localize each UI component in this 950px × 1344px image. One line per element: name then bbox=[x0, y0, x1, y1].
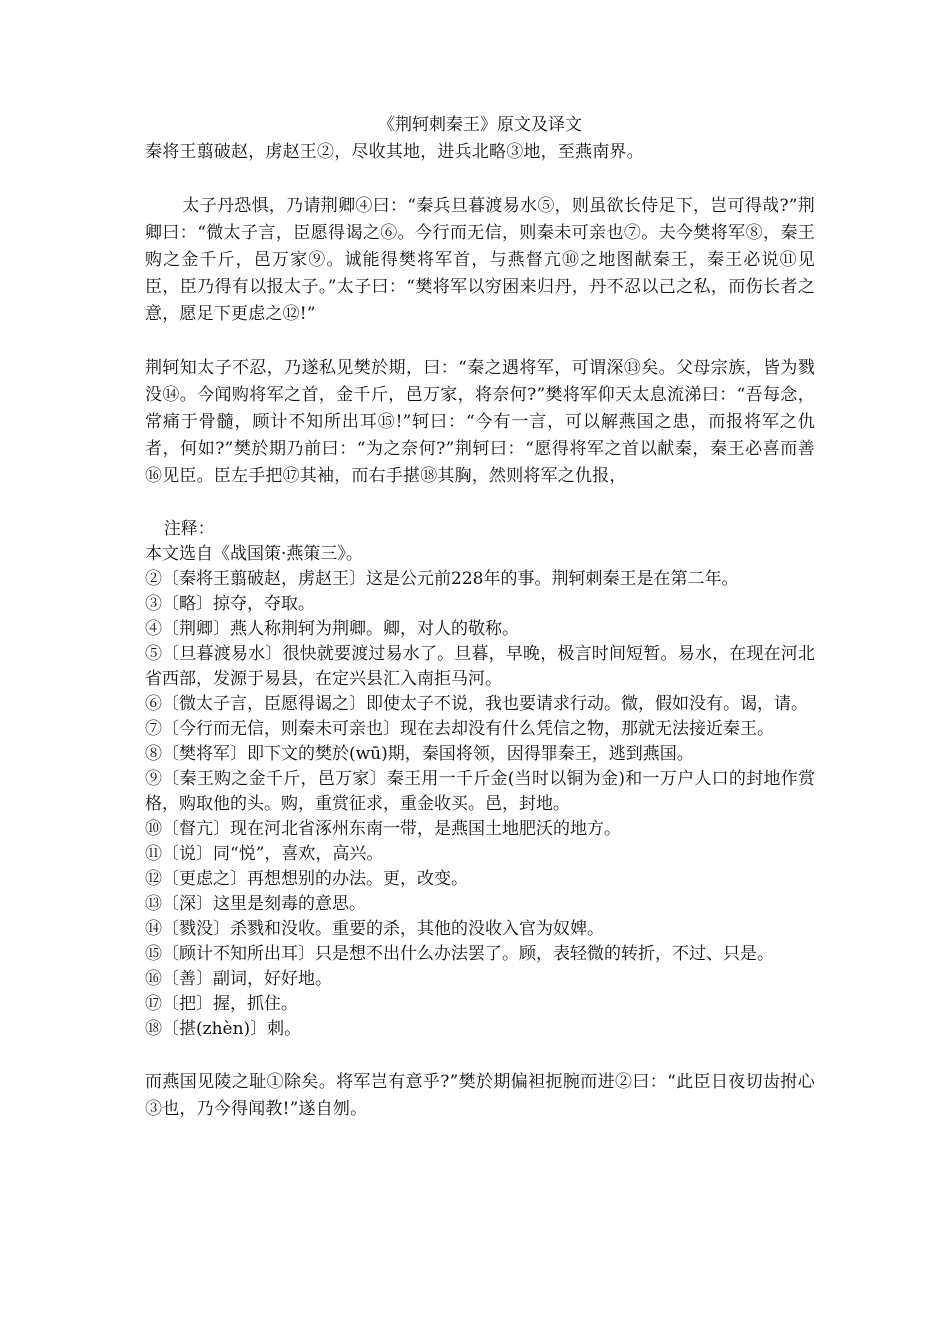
note-item: ⑥〔微太子言，臣愿得谒之〕即使太子不说，我也要请求行动。微，假如没有。谒，请。 bbox=[145, 694, 808, 714]
note-item: ⑯〔善〕副词，好好地。 bbox=[145, 969, 332, 989]
note-item: ⑧〔樊将军〕即下文的樊於(wū)期，秦国将领，因得罪秦王，逃到燕国。 bbox=[145, 744, 694, 764]
document-title: 《荆轲刺秦王》原文及译文 bbox=[378, 115, 582, 135]
note-item: 本文选自《战国策·燕策三》。 bbox=[145, 544, 363, 564]
note-item: ⑰〔把〕握，抓住。 bbox=[145, 994, 298, 1014]
note-item: ⑤〔旦暮渡易水〕很快就要渡过易水了。旦暮，早晚，极言时间短暂。易水，在现在河北省西部，发源于易县，在定兴县汇入南拒马河。 bbox=[145, 644, 815, 689]
spacer bbox=[145, 166, 815, 193]
note-item: ⑮〔顾计不知所出耳〕只是想不出什么办法罢了。顾，表轻微的转折，不过、只是。 bbox=[145, 944, 774, 964]
note-item: ②〔秦将王翦破赵，虏赵王〕这是公元前228年的事。荆轲刺秦王是在第二年。 bbox=[145, 569, 739, 589]
paragraph-2: 太子丹恐惧，乃请荆卿④曰：“秦兵旦暮渡易水⑤，则虽欲长侍足下，岂可得哉?”荆卿曰：“微太子言，臣愿得谒之⑥。今行而无信，则秦未可亲也⑦。夫今樊将军⑧，秦王购之金千斤，邑万家⑨。诚能得樊将军首，与燕督亢⑩之地图献秦王，秦王必说⑪见臣，臣乃得有以报太子。”太子曰：“樊将军以穷困来归丹，丹不忍以己之私，而伤长者之意，愿足下更虑之⑫!” bbox=[145, 196, 815, 324]
note-item: ⑱〔揕(zhèn)〕刺。 bbox=[145, 1019, 302, 1039]
note-item: ④〔荆卿〕燕人称荆轲为荆卿。卿，对人的敬称。 bbox=[145, 619, 519, 639]
closing-paragraph: 而燕国见陵之耻①除矣。将军岂有意乎?”樊於期偏袒扼腕而进②曰：“此臣日夜切齿拊心③也，乃今得闻教!”遂自刎。 bbox=[145, 1072, 815, 1119]
note-item: ③〔略〕掠夺，夺取。 bbox=[145, 594, 315, 614]
spacer bbox=[145, 1042, 815, 1069]
paragraph-3: 荆轲知太子不忍，乃遂私见樊於期，曰：“秦之遇将军，可谓深⑬矣。父母宗族，皆为戮没⑭。今闻购将军之首，金千斤，邑万家，将奈何?”樊将军仰天太息流涕曰：“吾每念，常痛于骨髓，顾计不知所出耳⑮!”轲曰：“今有一言，可以解燕国之患，而报将军之仇者，何如?”樊於期乃前曰：“为之奈何?”荆轲曰：“愿得将军之首以献秦，秦王必喜而善⑯见臣。臣左手把⑰其袖，而右手揕⑱其胸，然则将军之仇报， bbox=[145, 358, 815, 486]
note-item: ⑩〔督亢〕现在河北省涿州东南一带，是燕国土地肥沃的地方。 bbox=[145, 819, 621, 839]
document-page bbox=[145, 112, 815, 1123]
note-item: ⑬〔深〕这里是刻毒的意思。 bbox=[145, 894, 366, 914]
note-item: ⑦〔今行而无信，则秦未可亲也〕现在去却没有什么凭信之物，那就无法接近秦王。 bbox=[145, 719, 774, 739]
paragraph-1: 秦将王翦破赵，虏赵王②，尽收其地，进兵北略③地，至燕南界。 bbox=[145, 142, 644, 162]
spacer bbox=[145, 328, 815, 355]
note-item: ⑫〔更虑之〕再想想别的办法。更，改变。 bbox=[145, 869, 468, 889]
notes-heading: 注释： bbox=[163, 519, 215, 539]
spacer bbox=[145, 490, 815, 517]
note-item: ⑨〔秦王购之金千斤，邑万家〕秦王用一千斤金(当时以铜为金)和一万户人口的封地作赏格，购取他的头。购，重赏征求，重金收买。邑，封地。 bbox=[145, 769, 815, 814]
note-item: ⑭〔戮没〕杀戮和没收。重要的杀，其他的没收入官为奴婢。 bbox=[145, 919, 604, 939]
note-item: ⑪〔说〕同“悦”，喜欢，高兴。 bbox=[145, 844, 384, 864]
